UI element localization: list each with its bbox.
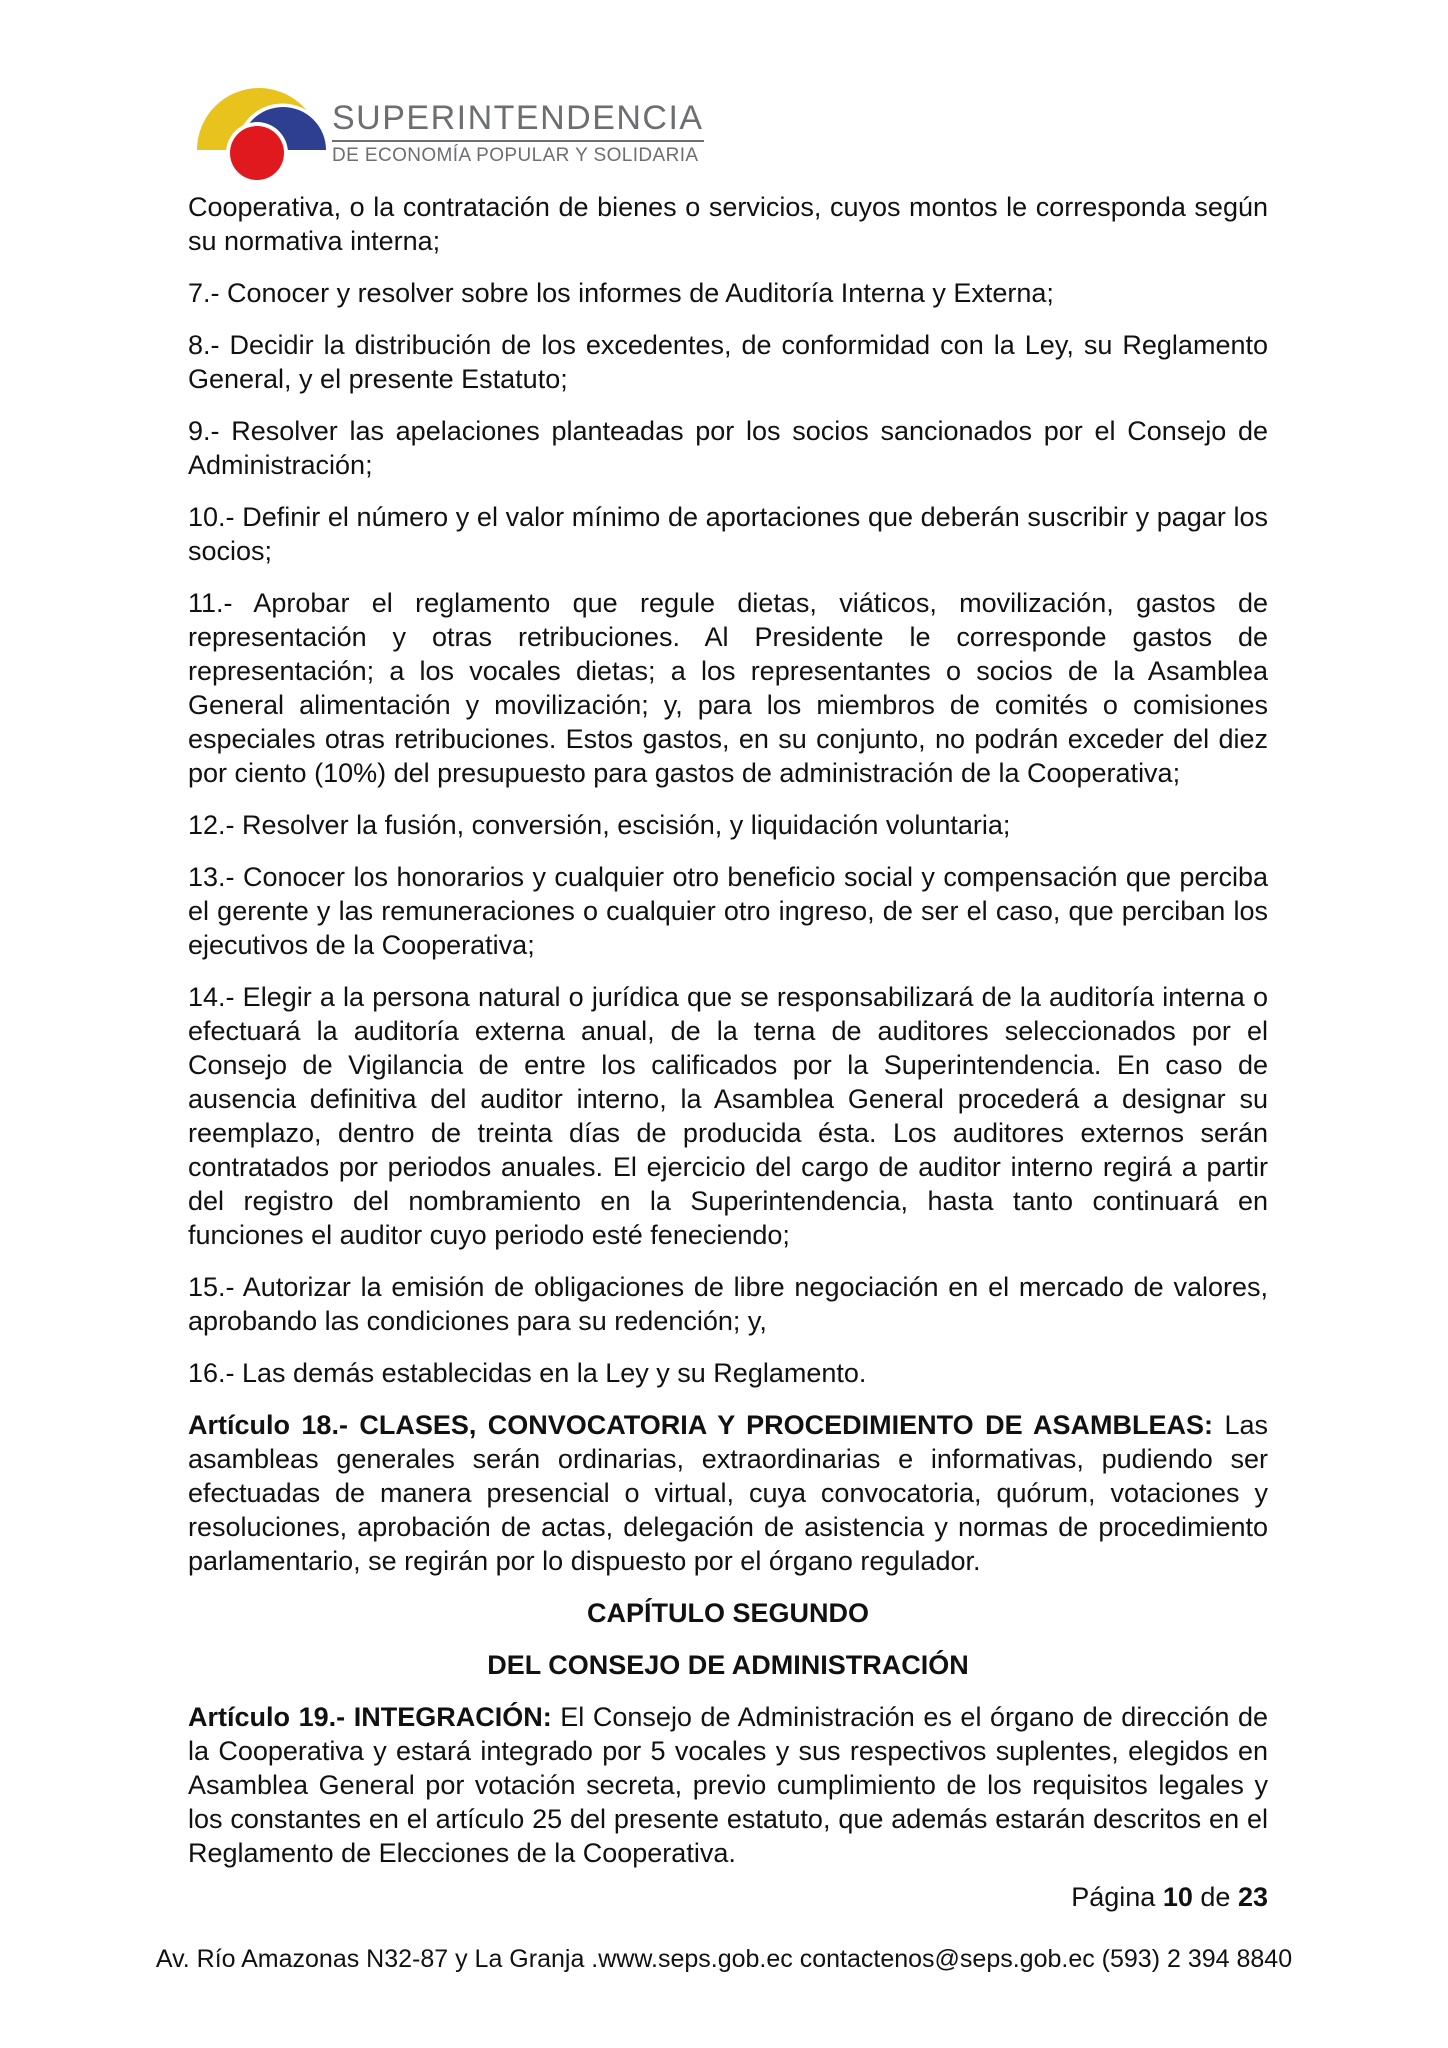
chapter-heading: CAPÍTULO SEGUNDO [586,1598,869,1628]
article-18-title: Artículo 18.- CLASES, CONVOCATORIA Y PROCEDIMIENTO DE ASAMBLEAS: [188,1410,1214,1440]
chapter-subheading: DEL CONSEJO DE ADMINISTRACIÓN [487,1650,969,1680]
logo-red-circle [230,126,284,180]
article-19-text: El Consejo de Administración es el órgano de dirección de la Cooperativa y estará integrado por 5 vocales y sus respectivos suplentes, elegidos en Asamblea General por votación secreta, previo cumplimiento de los requisitos legales y los constantes en el artículo 25 del presente estatuto, que además estarán descritos en el Reglamento de Elecciones de la Cooperativa. [188,1702,1268,1868]
org-name: SUPERINTENDENCIA [332,100,704,142]
statute-item-11: 11.- Aprobar el reglamento que regule dietas, viáticos, movilización, gastos de representación y otras retribuciones. Al Presidente le corresponde gastos de representación; a los vocales dietas; a los representantes o socios de la Asamblea General alimentación y movilización; y, para los miembros de comités o comisiones especiales otras retribuciones. Estos gastos, en su conjunto, no podrán exceder del diez por ciento (10%) del presupuesto para gastos de administración de la Cooperativa; [188,588,1268,788]
address-line: Av. Río Amazonas N32-87 y La Granja .www.seps.gob.ec contactenos@seps.gob.ec (593) 2 394 8840 [155,1945,1293,1973]
logo-wordmark [332,100,704,166]
statute-item-10: 10.- Definir el número y el valor mínimo de aportaciones que deberán suscribir y pagar los socios; [188,502,1268,566]
page-word: Página [1071,1882,1156,1912]
statute-item-15: 15.- Autorizar la emisión de obligaciones de libre negociación en el mercado de valores, aprobando las condiciones para su redención; y, [188,1272,1268,1336]
statute-item-16: 16.- Las demás establecidas en la Ley y su Reglamento. [188,1358,867,1388]
statute-item-14: 14.- Elegir a la persona natural o jurídica que se responsabilizará de la auditoría interna o efectuará la auditoría externa anual, de la terna de auditores seleccionados por el Consejo de Vigilancia de entre los calificados por la Superintendencia. En caso de ausencia definitiva del auditor interno, la Asamblea General procederá a designar su reemplazo, dentro de treinta días de producida ésta. Los auditores externos serán contratados por periodos anuales. El ejercicio del cargo de auditor interno regirá a partir del registro del nombramiento en la Superintendencia, hasta tanto continuará en funciones el auditor cuyo periodo esté feneciendo; [188,982,1268,1250]
statute-item-8: 8.- Decidir la distribución de los excedentes, de conformidad con la Ley, su Reglamento General, y el presente Estatuto; [188,330,1268,394]
org-subtitle: DE ECONOMÍA POPULAR Y SOLIDARIA [332,145,699,166]
article-19-title: Artículo 19.- INTEGRACIÓN: [188,1702,552,1732]
statute-item-9: 9.- Resolver las apelaciones planteadas por los socios sancionados por el Consejo de Administración; [188,416,1268,480]
statute-item-13: 13.- Conocer los honorarios y cualquier otro beneficio social y compensación que perciba el gerente y las remuneraciones o cualquier otro ingreso, de ser el caso, que perciban los ejecutivos de la Cooperativa; [188,862,1268,960]
page-total: 23 [1237,1882,1268,1912]
letterhead [0,0,1448,190]
page-of-word: de [1200,1882,1231,1912]
statute-item-12: 12.- Resolver la fusión, conversión, escisión, y liquidación voluntaria; [188,810,1011,840]
paragraph-intro: Cooperativa, o la contratación de bienes o servicios, cuyos montos le corresponda según su normativa interna; [188,192,1268,256]
statute-item-7: 7.- Conocer y resolver sobre los informes de Auditoría Interna y Externa; [188,278,1054,308]
page-current: 10 [1162,1882,1193,1912]
document-body [188,190,1268,1888]
article-19 [188,1700,1268,1870]
seps-logo-icon [197,88,329,182]
article-18-text: Las asambleas generales serán ordinarias, extraordinarias e informativas, pudiendo ser efectuadas de manera presencial o virtual, cuya convocatoria, quórum, votaciones y resoluciones, aprobación de actas, delegación de asistencia y normas de procedimiento parlamentario, se regirán por lo dispuesto por el órgano regulador. [188,1410,1268,1576]
page-number [188,1880,1268,1914]
article-18 [188,1408,1268,1578]
